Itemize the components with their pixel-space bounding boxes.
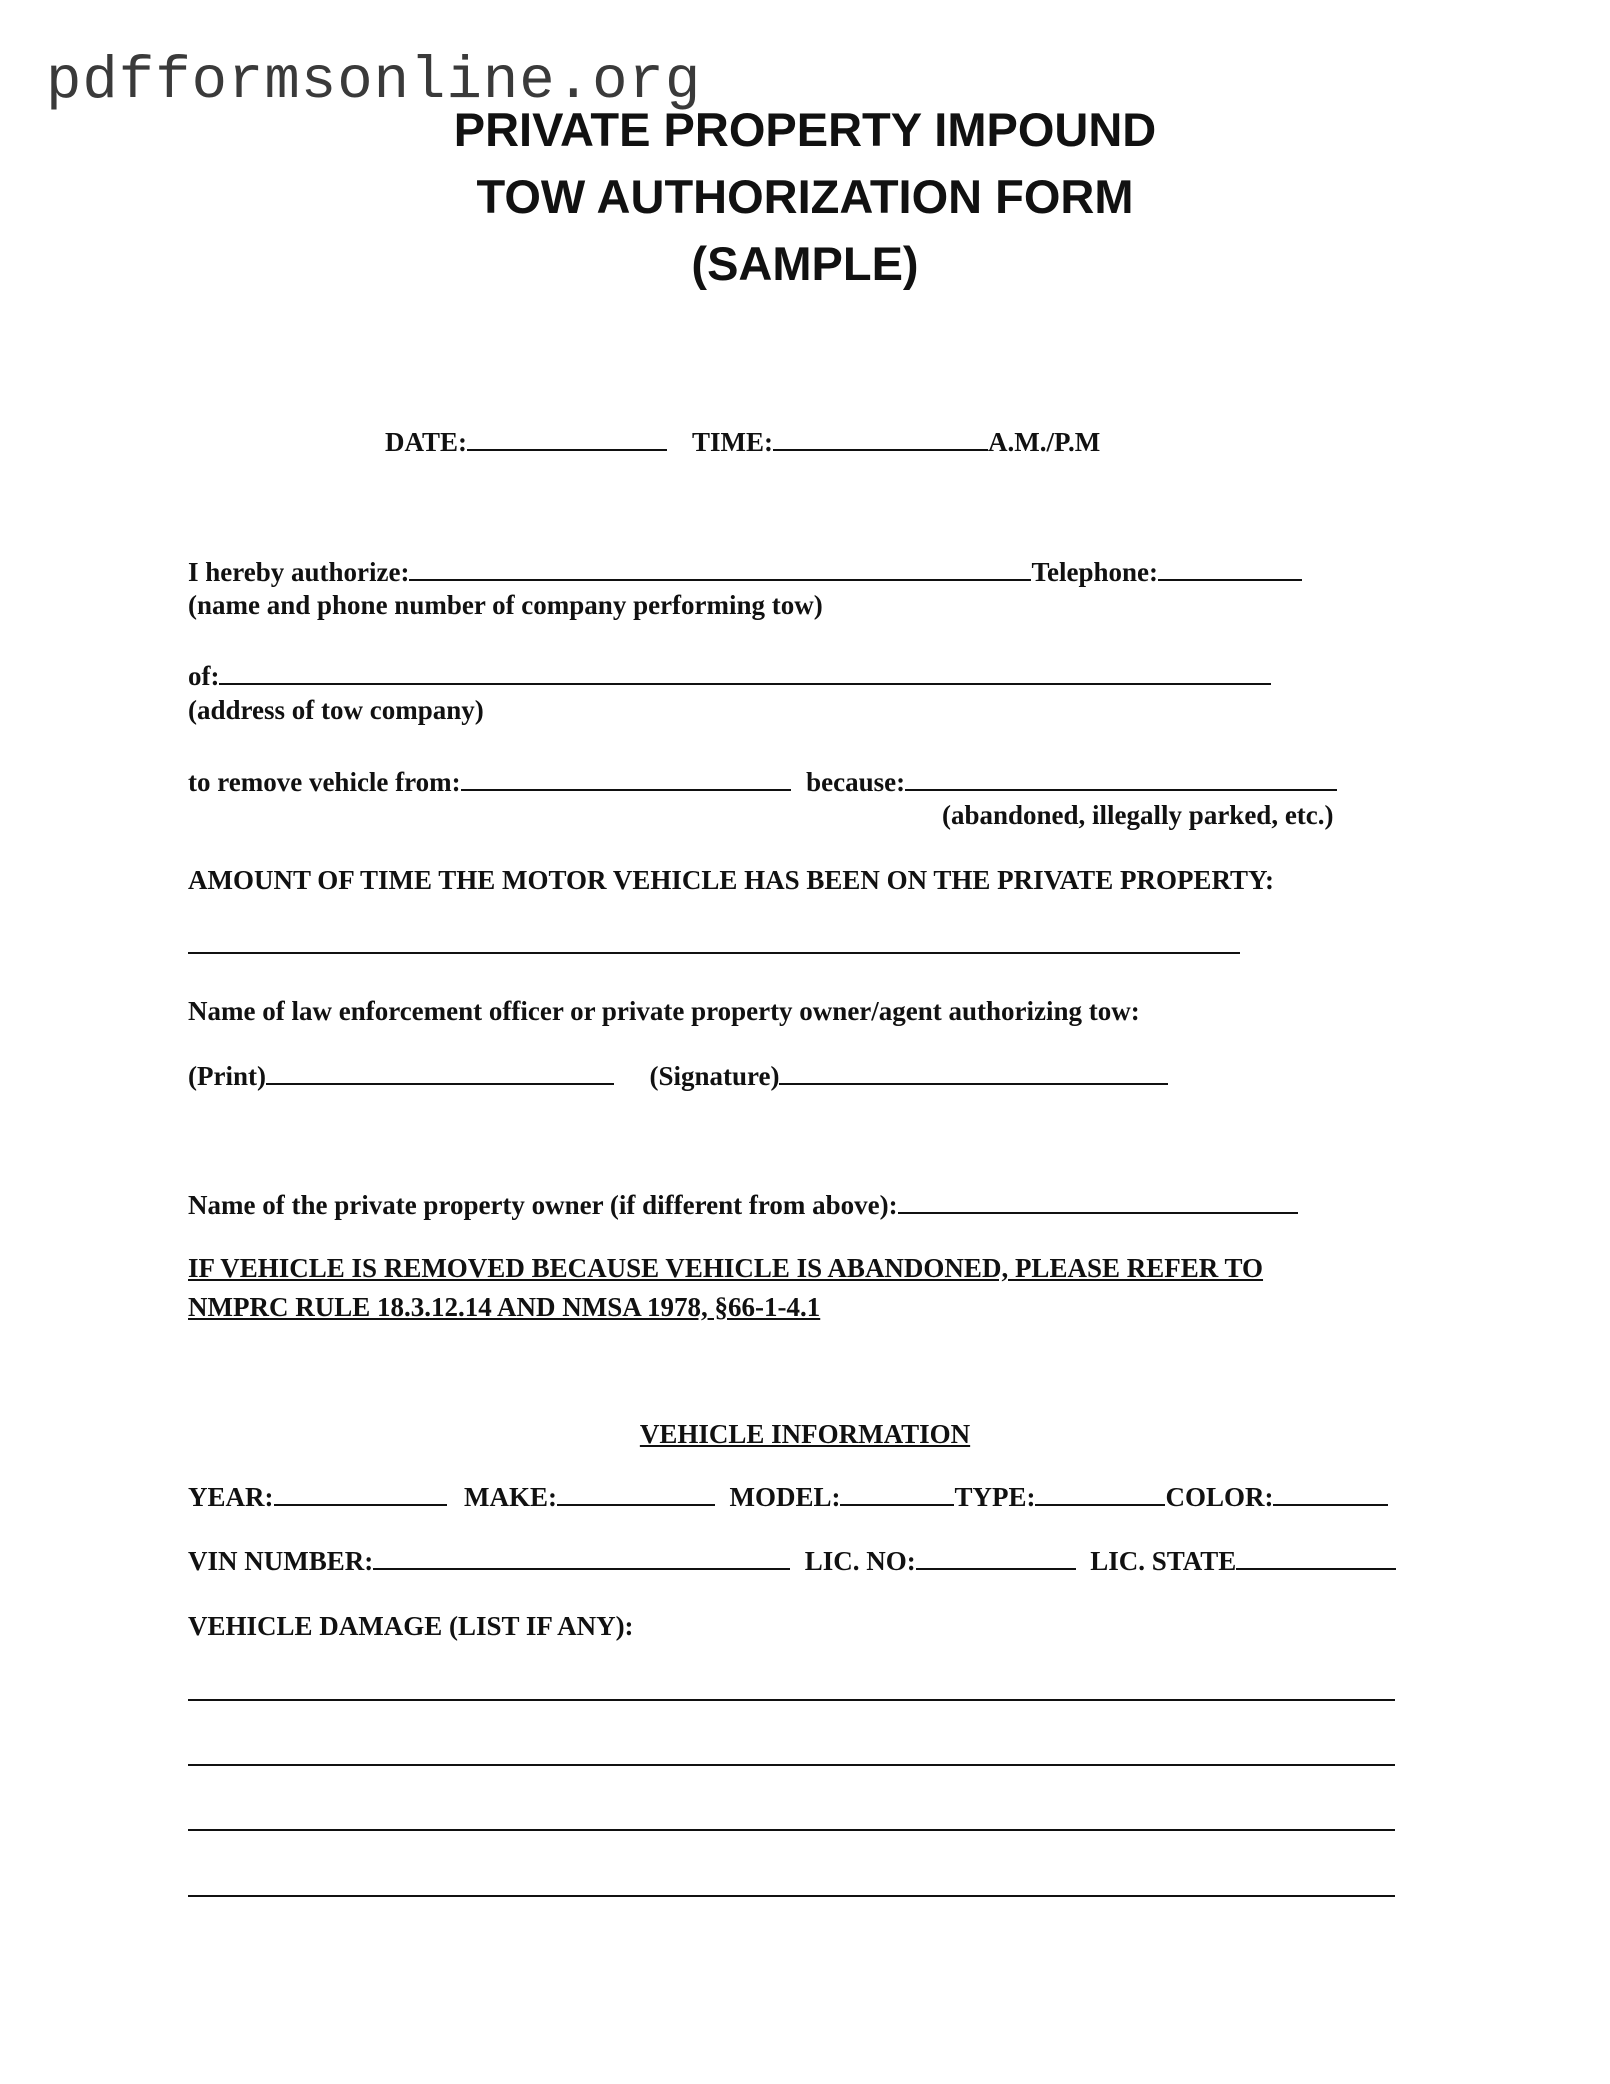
authorize-note: (name and phone number of company performing tow) [188,590,823,620]
year-field[interactable] [274,1482,447,1506]
type-field[interactable] [1035,1482,1165,1506]
damage-label: VEHICLE DAMAGE (LIST IF ANY): [188,1611,634,1641]
type-label: TYPE: [954,1482,1036,1512]
damage-line-3[interactable] [188,1807,1395,1831]
make-label: MAKE: [464,1482,557,1512]
lic-no-field[interactable] [916,1546,1076,1570]
vehicle-info-heading: VEHICLE INFORMATION [639,1419,971,1449]
authorize-row [188,556,1302,588]
of-note: (address of tow company) [188,695,484,725]
authorize-label: I hereby authorize: [188,557,410,587]
signature-field[interactable] [779,1061,1168,1085]
lic-state-field[interactable] [1236,1546,1396,1570]
vehicle-row-2 [188,1545,1396,1577]
abandoned-notice-line-2: NMPRC RULE 18.3.12.14 AND NMSA 1978, §66-1-4.1 [188,1292,821,1322]
print-name-field[interactable] [266,1061,614,1085]
model-field[interactable] [840,1482,954,1506]
year-label: YEAR: [188,1482,274,1512]
lic-no-label: LIC. NO: [804,1546,916,1576]
of-label: of: [188,661,220,691]
abandoned-notice-line-1: IF VEHICLE IS REMOVED BECAUSE VEHICLE IS ABANDONED, PLEASE REFER TO [188,1253,1264,1283]
damage-line-3-row [188,1806,1395,1838]
damage-line-2[interactable] [188,1742,1395,1766]
print-label: (Print) [188,1061,266,1091]
remove-label: to remove vehicle from: [188,767,461,797]
because-field[interactable] [905,767,1337,791]
date-field[interactable] [467,427,667,451]
watermark: pdfformsonline.org [46,48,702,115]
form-title [0,96,1610,297]
lic-state-label: LIC. STATE [1090,1546,1237,1576]
damage-line-1[interactable] [188,1677,1395,1701]
time-on-property-field[interactable] [188,930,1240,954]
vin-field[interactable] [373,1546,790,1570]
make-field[interactable] [557,1482,715,1506]
time-field[interactable] [773,427,988,451]
title-line-2: TOW AUTHORIZATION FORM [476,170,1134,223]
tow-company-field[interactable] [409,557,1031,581]
of-row [188,660,1271,692]
damage-line-4[interactable] [188,1873,1395,1897]
owner-row [188,1189,1298,1221]
model-label: MODEL: [729,1482,841,1512]
because-label: because: [806,767,906,797]
authorizer-row [188,1060,1168,1092]
title-line-3: (SAMPLE) [691,237,919,290]
date-label: DATE: [385,427,468,457]
telephone-label: Telephone: [1031,557,1159,587]
remove-row [188,766,1337,798]
title-line-1: PRIVATE PROPERTY IMPOUND [453,103,1157,156]
tow-address-field[interactable] [219,661,1271,685]
vehicle-row-1 [188,1481,1388,1513]
owner-label: Name of the private property owner (if different from above): [188,1190,898,1220]
color-field[interactable] [1273,1482,1388,1506]
authorizer-label: Name of law enforcement officer or private property owner/agent authorizing tow: [188,996,1140,1026]
telephone-field[interactable] [1158,557,1302,581]
vin-label: VIN NUMBER: [188,1546,374,1576]
owner-field[interactable] [898,1190,1298,1214]
signature-label: (Signature) [649,1061,780,1091]
time-on-property-label: AMOUNT OF TIME THE MOTOR VEHICLE HAS BEEN ON THE PRIVATE PROPERTY: [188,865,1275,895]
because-note: (abandoned, illegally parked, etc.) [942,800,1334,830]
time-label: TIME: [692,427,774,457]
remove-location-field[interactable] [461,767,791,791]
damage-line-1-row [188,1676,1395,1708]
ampm-label: A.M./P.M [988,427,1101,457]
damage-line-4-row [188,1872,1395,1904]
time-on-property-row [188,929,1240,961]
date-time-row [385,426,1100,458]
color-label: COLOR: [1165,1482,1274,1512]
damage-line-2-row [188,1741,1395,1773]
